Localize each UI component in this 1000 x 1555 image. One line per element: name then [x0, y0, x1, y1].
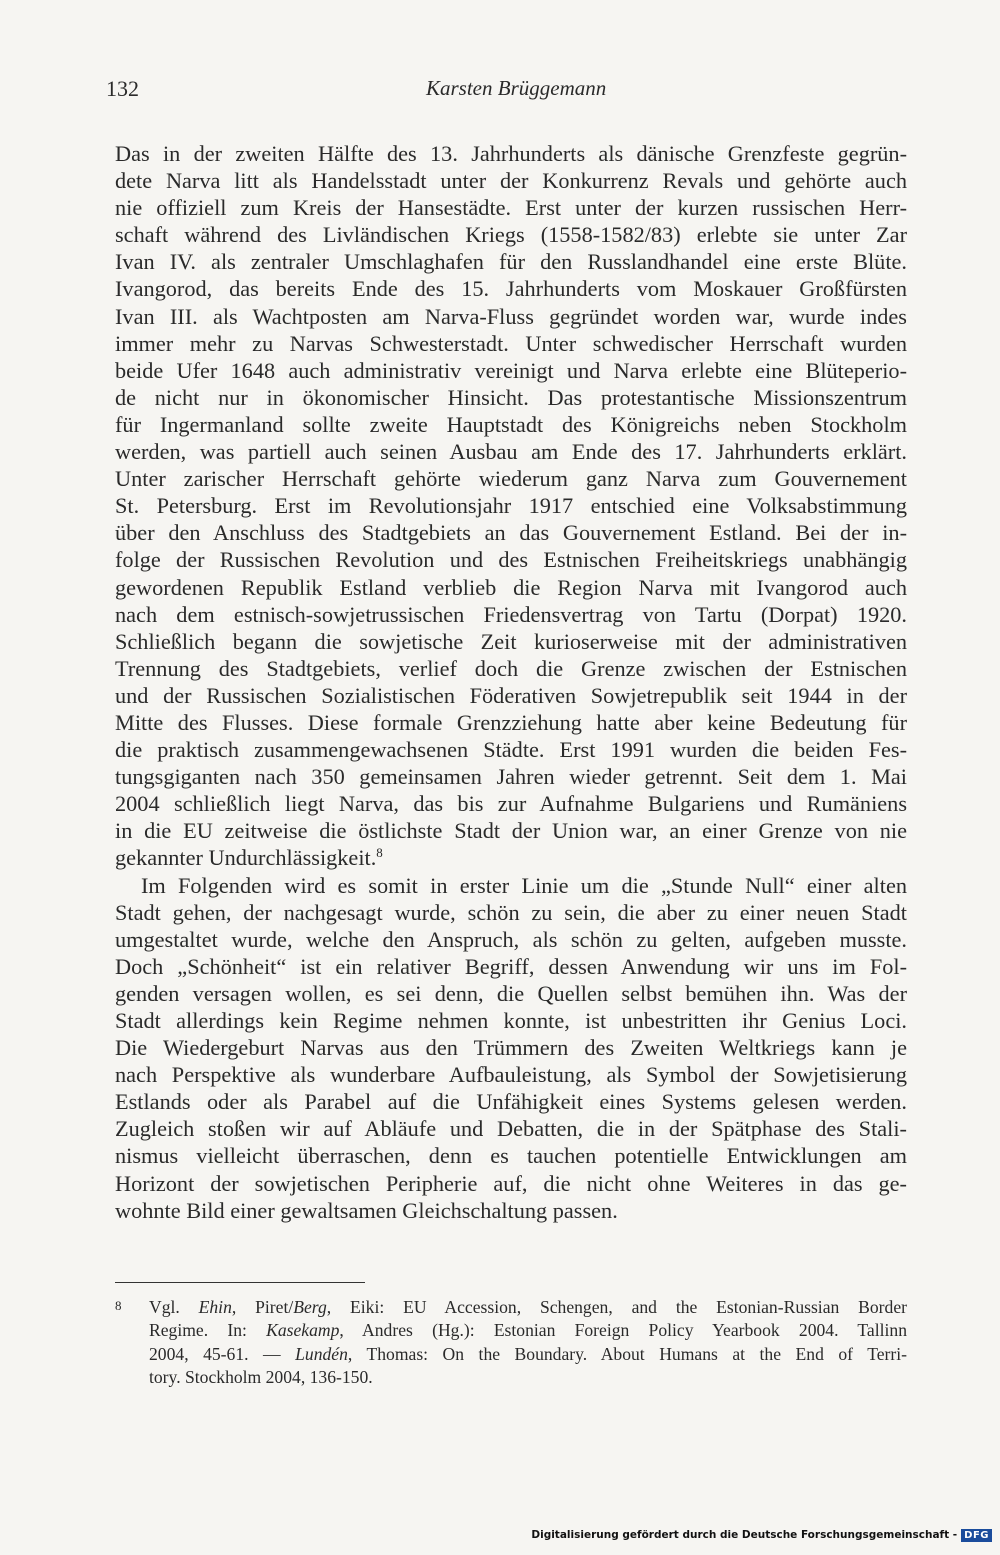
- page-header: [106, 76, 906, 106]
- text-line: Mitte des Flusses. Diese formale Grenzziehung hatte aber keine Bedeutung für: [115, 709, 907, 735]
- text-line: Stadt gehen, der nachgesagt wurde, schön zu sein, die aber zu einer neuen Stadt: [115, 899, 907, 925]
- text-line: über den Anschluss des Stadtgebiets an das Gouvernement Estland. Bei der in-: [115, 520, 907, 546]
- text-line: Horizont der sowjetischen Peripherie auf, die nicht ohne Weiteres in das ge-: [115, 1170, 907, 1196]
- text-line: umgestaltet wurde, welche den Anspruch, als schön zu gelten, aufgeben musste.: [115, 926, 907, 952]
- text-line: in die EU zeitweise die östlichste Stadt der Union war, an einer Grenze von nie: [115, 818, 907, 844]
- text-line: dete Narva litt als Handelsstadt unter der Konkurrenz Revals und gehörte auch: [115, 168, 907, 194]
- footnote-divider: [115, 1282, 365, 1283]
- text-line: Schließlich begann die sowjetische Zeit kurioserweise mit der administrativen: [115, 628, 907, 654]
- text-line: 2004 schließlich liegt Narva, das bis zur Aufnahme Bulgariens und Rumäniens: [115, 791, 907, 817]
- text-line: gekannter Undurchlässigkeit.$^8$: [115, 845, 383, 871]
- footnote-line: Vgl. Ehin, Piret/Berg, Eiki: EU Accession, Schengen, and the Estonian-Russian Border: [149, 1297, 907, 1317]
- footnote-reference[interactable]: 8: [376, 845, 383, 861]
- text-line: Unter zarischer Herrschaft gehörte wiederum ganz Narva zum Gouvernement: [115, 466, 907, 492]
- text-line: für Ingermanland sollte zweite Hauptstadt des Königreichs neben Stockholm: [115, 411, 907, 437]
- text-line: nismus vielleicht überraschen, denn es tauchen potentielle Entwicklungen am: [115, 1143, 907, 1169]
- footnote-line: 2004, 45-61. — Lundén, Thomas: On the Boundary. About Humans at the End of Terri-: [149, 1343, 907, 1364]
- footnote-number: 8: [115, 1298, 122, 1313]
- text-line: Ivan III. als Wachtposten am Narva-Fluss gegründet worden war, wurde indes: [115, 303, 907, 329]
- text-line: Ivangorod, das bereits Ende des 15. Jahrhunderts vom Moskauer Großfürsten: [115, 276, 907, 302]
- text-line: Zugleich stoßen wir auf Abläufe und Debatten, die in der Spätphase des Stali-: [115, 1116, 907, 1142]
- text-line: beide Ufer 1648 auch administrativ vereinigt und Narva erlebte eine Blüteperio-: [115, 357, 907, 383]
- text-line: Im Folgenden wird es somit in erster Linie um die „Stunde Null“ einer alten: [141, 872, 907, 898]
- text-line: folge der Russischen Revolution und des Estnischen Freiheitskriegs unabhängig: [115, 547, 907, 573]
- text-line: die praktisch zusammengewachsenen Städte. Erst 1991 wurden die beiden Fes-: [115, 737, 907, 763]
- digitization-credit: [531, 1527, 992, 1543]
- text-line: Stadt allerdings kein Regime nehmen konnte, ist unbestritten ihr Genius Loci.: [115, 1008, 907, 1033]
- text-line: de nicht nur in ökonomischer Hinsicht. Das protestantische Missionszentrum: [115, 384, 907, 410]
- text-line: werden, was partiell auch seinen Ausbau am Ende des 17. Jahrhunderts erklärt.: [115, 439, 907, 465]
- running-head-author: Karsten Brüggemann: [426, 76, 607, 100]
- text-line: nie offiziell zum Kreis der Hansestädte. Erst unter der kurzen russischen Herr-: [115, 195, 907, 221]
- text-line: nach dem estnisch-sowjetrussischen Friedensvertrag von Tartu (Dorpat) 1920.: [115, 601, 907, 627]
- text-line: immer mehr zu Narvas Schwesterstadt. Unter schwedischer Herrschaft wurden: [115, 330, 907, 356]
- text-line: Ivan IV. als zentraler Umschlaghafen für den Russlandhandel eine erste Blüte.: [115, 249, 907, 275]
- text-line: Trennung des Stadtgebiets, verlief doch die Grenze zwischen der Estnischen: [115, 655, 907, 681]
- paragraph-2: [115, 872, 907, 1224]
- paragraph-1: [115, 140, 907, 872]
- page-number: 132: [106, 76, 139, 101]
- body-text: [115, 140, 907, 1224]
- text-line: und der Russischen Sozialistischen Föderativen Sowjetrepublik seit 1944 in der: [115, 682, 907, 708]
- text-line: schaft während des Livländischen Kriegs (1558-1582/83) erlebte sie unter Zar: [115, 222, 907, 248]
- text-line: Das in der zweiten Hälfte des 13. Jahrhunderts als dänische Grenzfeste gegrün-: [115, 141, 907, 166]
- footnote-8: [115, 1296, 907, 1390]
- text-line: Doch „Schönheit“ ist ein relativer Begriff, dessen Anwendung wir uns im Fol-: [115, 953, 907, 979]
- text-line: St. Petersburg. Erst im Revolutionsjahr 1917 entschied eine Volksabstimmung: [115, 493, 907, 519]
- text-line: nach Perspektive als wunderbare Aufbauleistung, als Symbol der Sowjetisierung: [115, 1062, 907, 1088]
- text-line: genden versagen wollen, es sei denn, die Quellen selbst bemühen ihn. Was der: [115, 980, 907, 1006]
- text-line: Estlands oder als Parabel auf die Unfähigkeit eines Systems gelesen werden.: [115, 1089, 907, 1115]
- footnote-line: Regime. In: Kasekamp, Andres (Hg.): Estonian Foreign Policy Yearbook 2004. Tallinn: [149, 1320, 907, 1341]
- credit-text: Digitalisierung gefördert durch die Deutsche Forschungsgemeinschaft -: [531, 1529, 958, 1541]
- footnote-line: tory. Stockholm 2004, 136-150.: [149, 1367, 373, 1388]
- text-line: wohnte Bild einer gewaltsamen Gleichschaltung passen.: [115, 1197, 618, 1223]
- text-line: tungsgiganten nach 350 gemeinsamen Jahren wieder getrennt. Seit dem 1. Mai: [115, 764, 907, 790]
- text-line: gewordenen Republik Estland verblieb die Region Narva mit Ivangorod auch: [115, 574, 907, 600]
- dfg-logo-icon: DFG: [961, 1529, 992, 1542]
- text-line: Die Wiedergeburt Narvas aus den Trümmern des Zweiten Weltkriegs kann je: [115, 1035, 907, 1061]
